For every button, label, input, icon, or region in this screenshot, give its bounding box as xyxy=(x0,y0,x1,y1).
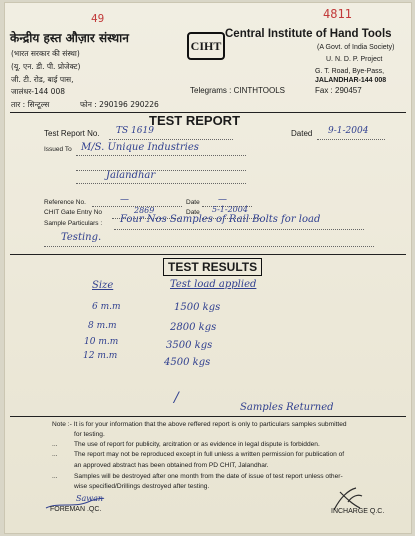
result-load-2: 2800 kgs xyxy=(170,322,217,333)
result-size-1: 6 m.m xyxy=(92,302,121,312)
hindi-subtitle: (भारत सरकार की संस्था) xyxy=(11,49,80,58)
note-4: Samples will be destroyed after one month from the date of issue of test report unless other- xyxy=(74,473,343,480)
foreman-label: FOREMAN .QC. xyxy=(50,506,102,513)
gate-date-value: 5-1-2004 xyxy=(212,205,248,214)
note-1b: for testing. xyxy=(74,431,105,438)
dated-line xyxy=(317,139,385,140)
issued-to-city: Jalandhar xyxy=(106,170,156,181)
test-report-document xyxy=(4,2,412,534)
note-3b: an approved abstract has been obtained from PD CHIT, Jalandhar. xyxy=(74,462,269,469)
hindi-address-2: जालंधर-144 008 xyxy=(11,87,65,96)
results-divider xyxy=(10,254,406,255)
hindi-org-name: केन्द्रीय हस्त औज़ार संस्थान xyxy=(10,31,129,45)
note-3-bullet: ... xyxy=(52,451,58,458)
address-line-1: G. T. Road, Bye-Pass, xyxy=(315,68,385,75)
fax: Fax : 290457 xyxy=(315,86,362,95)
note-1: Note :- It is for your information that the above reffered report is only to particulars samples submitted xyxy=(52,421,347,428)
report-no-value: TS 1619 xyxy=(116,126,154,136)
issued-to-value: M/S. Unique Industries xyxy=(81,142,199,153)
result-load-4: 4500 kgs xyxy=(164,357,211,368)
issued-to-line-1 xyxy=(76,155,246,156)
samples-returned: Samples Returned xyxy=(240,402,334,413)
reference-date-value: — xyxy=(218,195,227,205)
hindi-undp: (यू. एन. डी. पी. प्रोजेक्ट) xyxy=(11,62,81,71)
result-size-4: 12 m.m xyxy=(83,351,118,361)
institute-logo: CIHT xyxy=(187,32,225,60)
sample-particulars-value: Four Nos Samples of Rail Bolts for load xyxy=(120,214,321,225)
dated-label: Dated xyxy=(291,129,313,138)
gate-entry-label: CHIT Gate Entry No xyxy=(44,209,103,216)
reference-date-label: Date xyxy=(186,199,200,206)
phone-numbers: फोन : 290196 290226 xyxy=(80,100,159,109)
report-title: TEST REPORT xyxy=(149,113,241,128)
note-4-bullet: ... xyxy=(52,473,58,480)
telegrams: Telegrams : CINTHTOOLS xyxy=(190,86,285,95)
note-4b: wise specified/Drillings destroyed after testing. xyxy=(74,483,210,490)
foreman-signature: Sawan xyxy=(76,494,104,503)
note-2: The use of report for publicity, arcitration or as evidence in legal dispute is forbidden. xyxy=(74,441,320,448)
undp-project: U. N. D. P. Project xyxy=(326,56,383,63)
results-mark: / xyxy=(174,390,179,406)
issued-to-line-3 xyxy=(76,183,246,184)
address-line-2: JALANDHAR-144 008 xyxy=(315,77,387,84)
govt-society: (A Govt. of India Society) xyxy=(317,44,395,51)
sample-line-1 xyxy=(114,229,364,230)
reference-label: Reference No. xyxy=(44,199,86,206)
hindi-telegram: तार : सिन्टूल्स xyxy=(11,100,50,109)
serial-number-left: 49 xyxy=(91,12,105,25)
hindi-address-1: जी. टी. रोड, बाई पास, xyxy=(11,75,74,84)
notes-divider xyxy=(10,416,406,417)
test-results-title: TEST RESULTS xyxy=(163,258,262,276)
col-load-header: Test load applied xyxy=(170,279,257,290)
report-no-label: Test Report No. xyxy=(44,129,100,138)
result-size-3: 10 m.m xyxy=(84,337,119,347)
sample-particulars-label: Sample Particulars : xyxy=(44,220,103,227)
issued-to-label: Issued To xyxy=(44,146,72,153)
sample-line-2 xyxy=(44,246,374,247)
note-3: The report may not be reproduced except in full unless a written permission for publication of xyxy=(74,451,345,458)
result-load-1: 1500 kgs xyxy=(174,302,221,313)
col-size-header: Size xyxy=(92,280,114,291)
dated-value: 9-1-2004 xyxy=(328,126,369,136)
gate-entry-value: 2869 xyxy=(134,206,155,215)
incharge-label: INCHARGE Q.C. xyxy=(331,508,385,515)
result-load-3: 3500 kgs xyxy=(166,340,213,351)
sample-particulars-value-2: Testing. xyxy=(61,232,102,243)
org-name: Central Institute of Hand Tools xyxy=(225,28,392,40)
report-no-line xyxy=(109,139,233,140)
note-2-bullet: ... xyxy=(52,441,58,448)
reference-value: — xyxy=(120,195,129,205)
serial-number-right: 4811 xyxy=(323,7,352,21)
gate-date-label: Date xyxy=(186,209,200,216)
issued-to-line-2 xyxy=(76,170,246,171)
result-size-2: 8 m.m xyxy=(88,321,117,331)
